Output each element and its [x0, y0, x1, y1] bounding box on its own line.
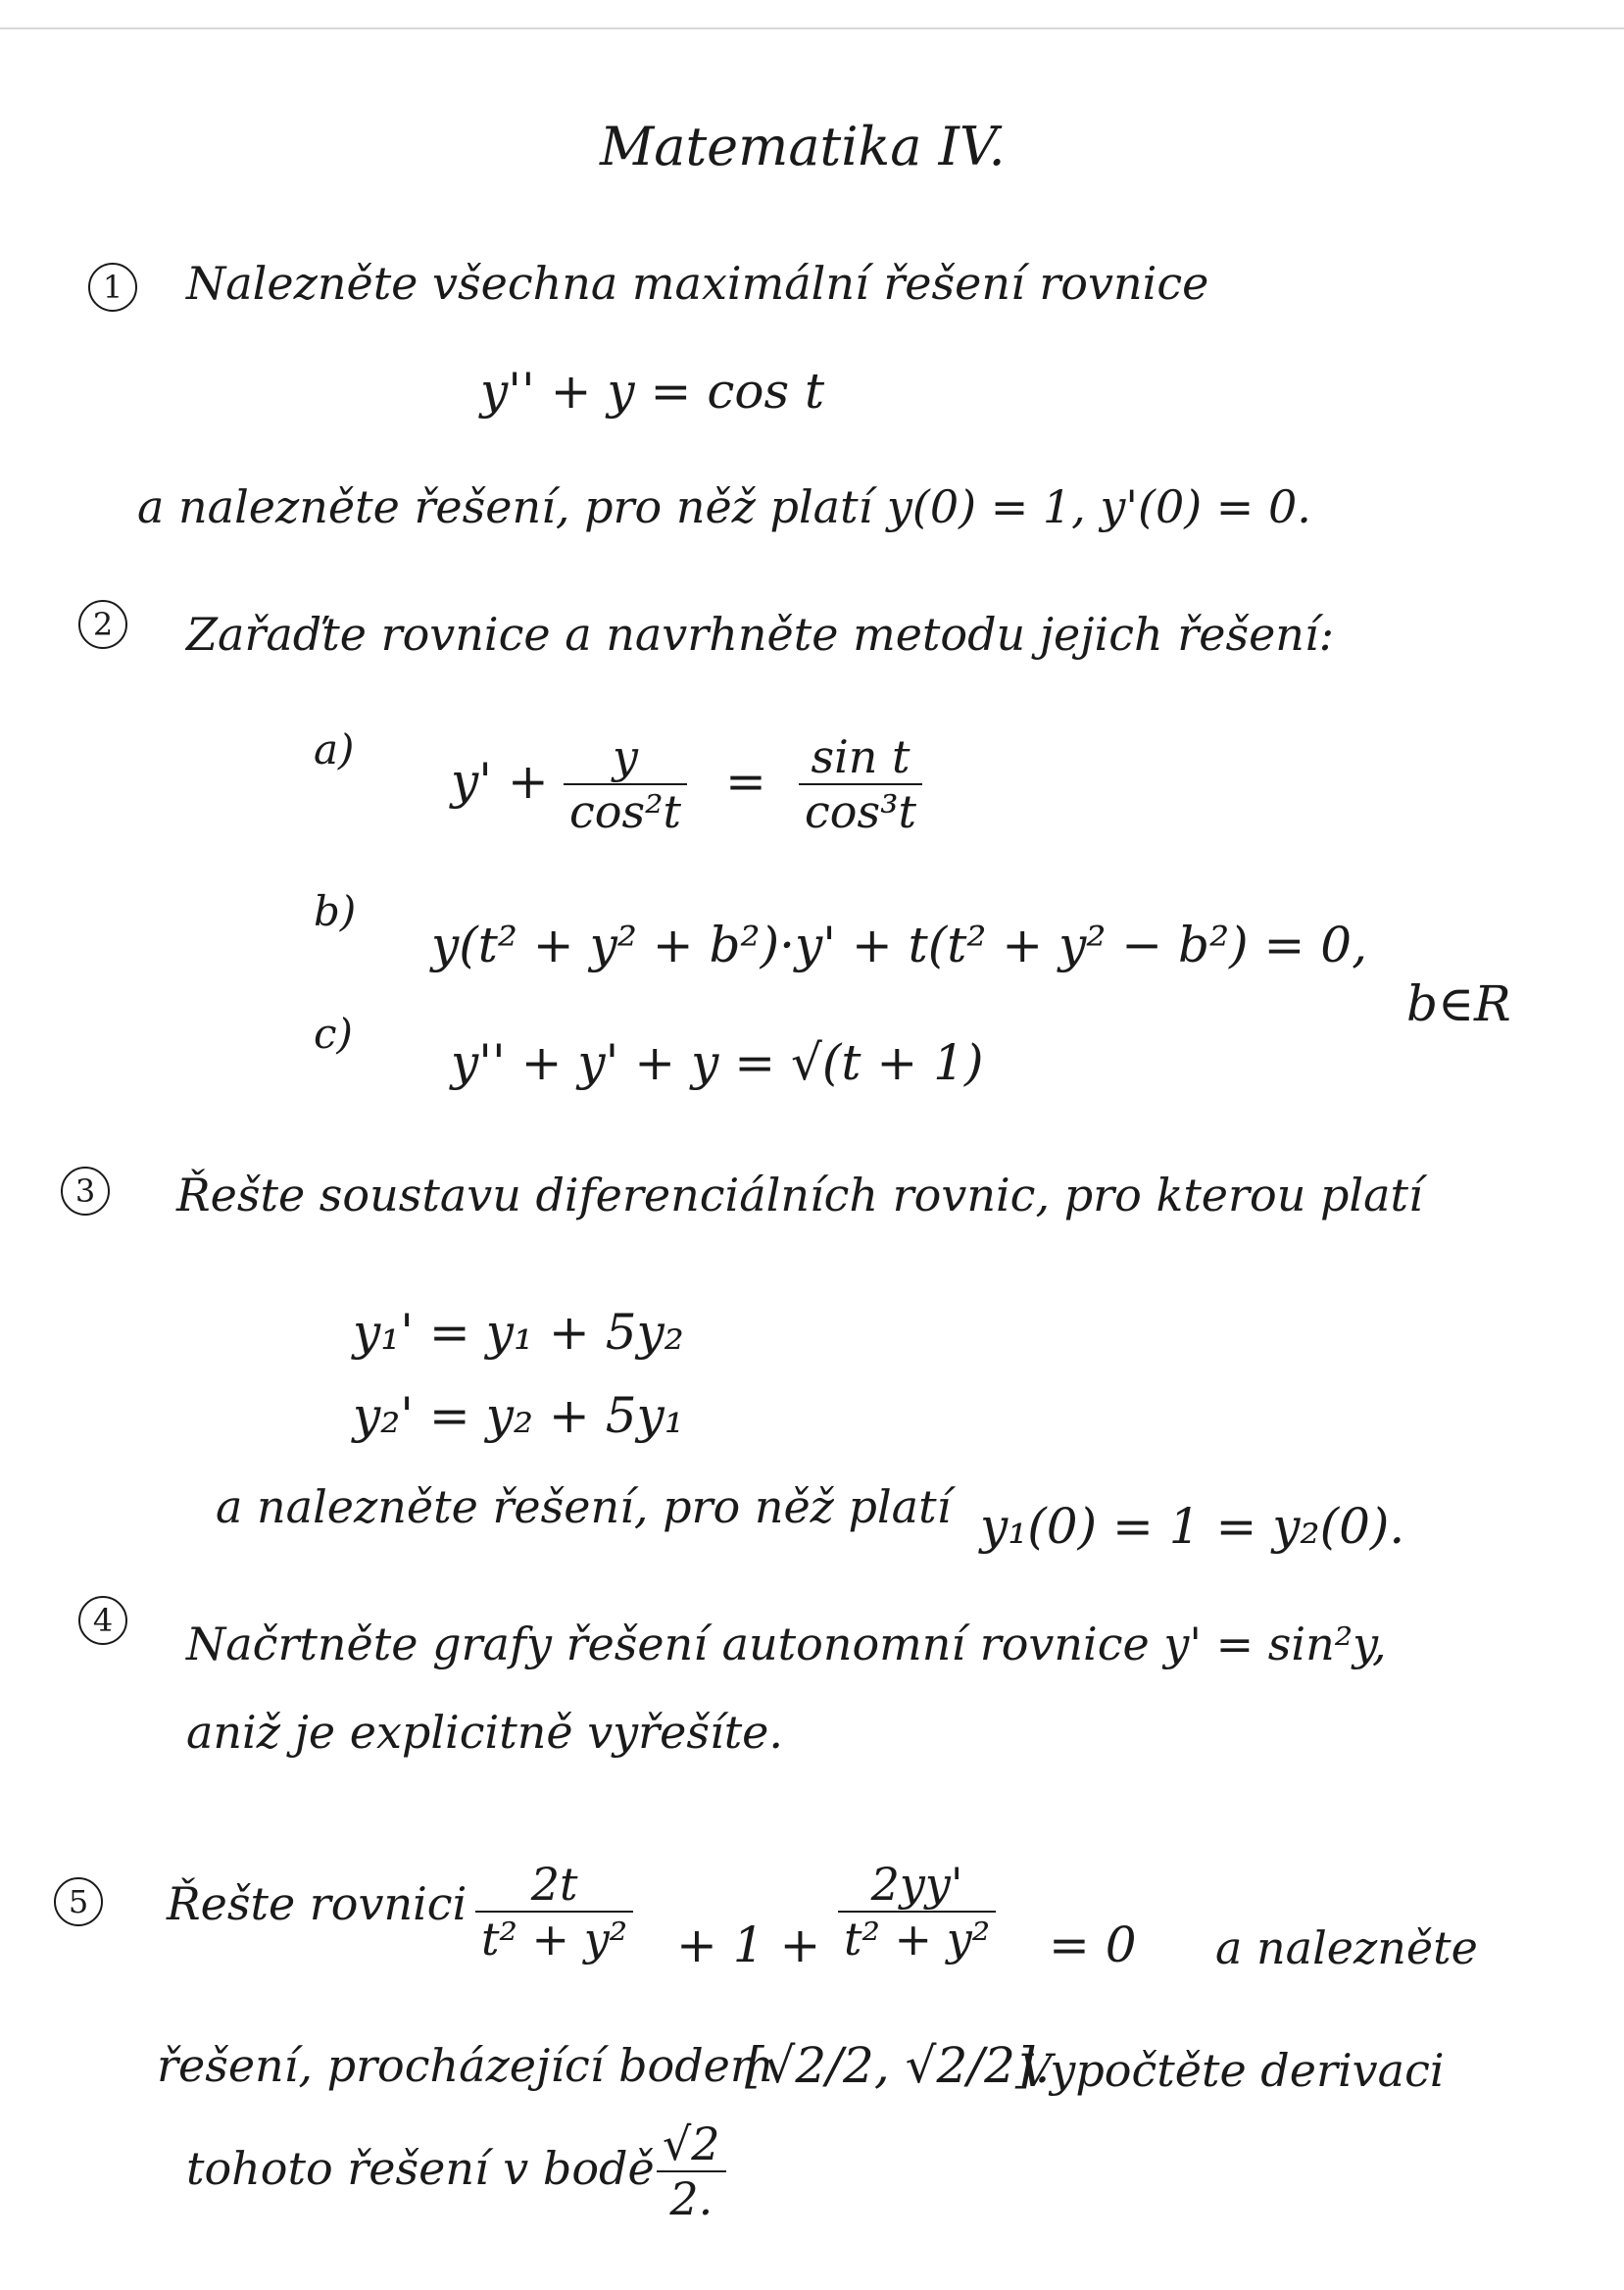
page-title: Matematika IV.	[600, 116, 1006, 177]
problem-3-number: 3	[61, 1167, 110, 1216]
fraction-denominator: t² + y²	[844, 1913, 991, 1966]
problem-4-number: 4	[78, 1596, 127, 1645]
problem-2a-fraction-1	[564, 730, 687, 838]
problem-5-fraction-2	[838, 1858, 996, 1966]
problem-2a-lhs: y' +	[451, 753, 549, 810]
fraction-numerator: y	[564, 730, 687, 785]
problem-2b-equation: y(t² + y² + b²)·y' + t(t² + y² − b²) = 0,	[431, 917, 1368, 973]
fraction-denominator: 2.	[669, 2172, 714, 2225]
problem-1-number: 1	[88, 263, 137, 312]
problem-2b-label: b)	[314, 887, 357, 935]
problem-4-text-2: aniž je explicitně vyřešíte.	[186, 1706, 784, 1759]
fraction-denominator: t² + y²	[481, 1913, 628, 1966]
problem-2a-fraction-2	[799, 730, 922, 838]
fraction-numerator: √2	[657, 2117, 726, 2172]
problem-5-number: 5	[54, 1877, 103, 1926]
problem-2a-label: a)	[314, 725, 355, 773]
fraction-denominator: cos³t	[805, 785, 916, 838]
problem-3-equation-1: y₁' = y₁ + 5y₂	[353, 1304, 684, 1361]
problem-2a-equals: =	[725, 753, 766, 810]
fraction-numerator: sin t	[799, 730, 922, 785]
problem-3-text: Řešte soustavu diferenciálních rovnic, pro kterou platí	[176, 1169, 1423, 1221]
problem-5-point: [√2/2, √2/2].	[745, 2037, 1051, 2094]
problem-2-text: Zařaďte rovnice a navrhněte metodu jejich řešení:	[186, 608, 1335, 661]
problem-1-condition: a nalezněte řešení, pro něž platí y(0) = 1, y'(0) = 0.	[137, 480, 1311, 533]
problem-5-tail: = 0	[1049, 1917, 1137, 1973]
problem-3-condition: y₁(0) = 1 = y₂(0).	[980, 1498, 1405, 1555]
fraction-numerator: 2yy'	[838, 1858, 996, 1913]
problem-3-condition-text: a nalezněte řešení, pro něž platí	[216, 1480, 952, 1533]
problem-5-text: Řešte rovnici	[167, 1877, 468, 1930]
problem-2-number: 2	[78, 600, 127, 649]
scan-edge	[0, 27, 1624, 29]
problem-2b-condition: b∈R	[1406, 975, 1511, 1032]
fraction-numerator: 2t	[475, 1858, 633, 1913]
problem-5-fraction-1	[475, 1858, 633, 1966]
problem-5-point-2	[657, 2117, 726, 2225]
problem-3-equation-2: y₂' = y₂ + 5y₁	[353, 1387, 684, 1444]
problem-2c-equation: y'' + y' + y = √(t + 1)	[451, 1034, 984, 1091]
problem-1-equation: y'' + y = cos t	[480, 363, 825, 420]
fraction-denominator: cos²t	[569, 785, 681, 838]
problem-2c-label: c)	[314, 1010, 353, 1058]
problem-4-text: Načrtněte grafy řešení autonomní rovnice y' = sin²y,	[186, 1618, 1387, 1670]
problem-5-text-after: a nalezněte	[1215, 1921, 1478, 1974]
problem-5-line-2a: řešení, procházející bodem	[157, 2039, 773, 2092]
problem-5-line-3: tohoto řešení v bodě	[186, 2142, 655, 2195]
problem-5-middle: + 1 +	[676, 1917, 821, 1973]
problem-5-line-2b: Vypočtěte derivaci	[1019, 2044, 1445, 2097]
problem-1-text: Nalezněte všechna maximální řešení rovnice	[186, 257, 1209, 310]
